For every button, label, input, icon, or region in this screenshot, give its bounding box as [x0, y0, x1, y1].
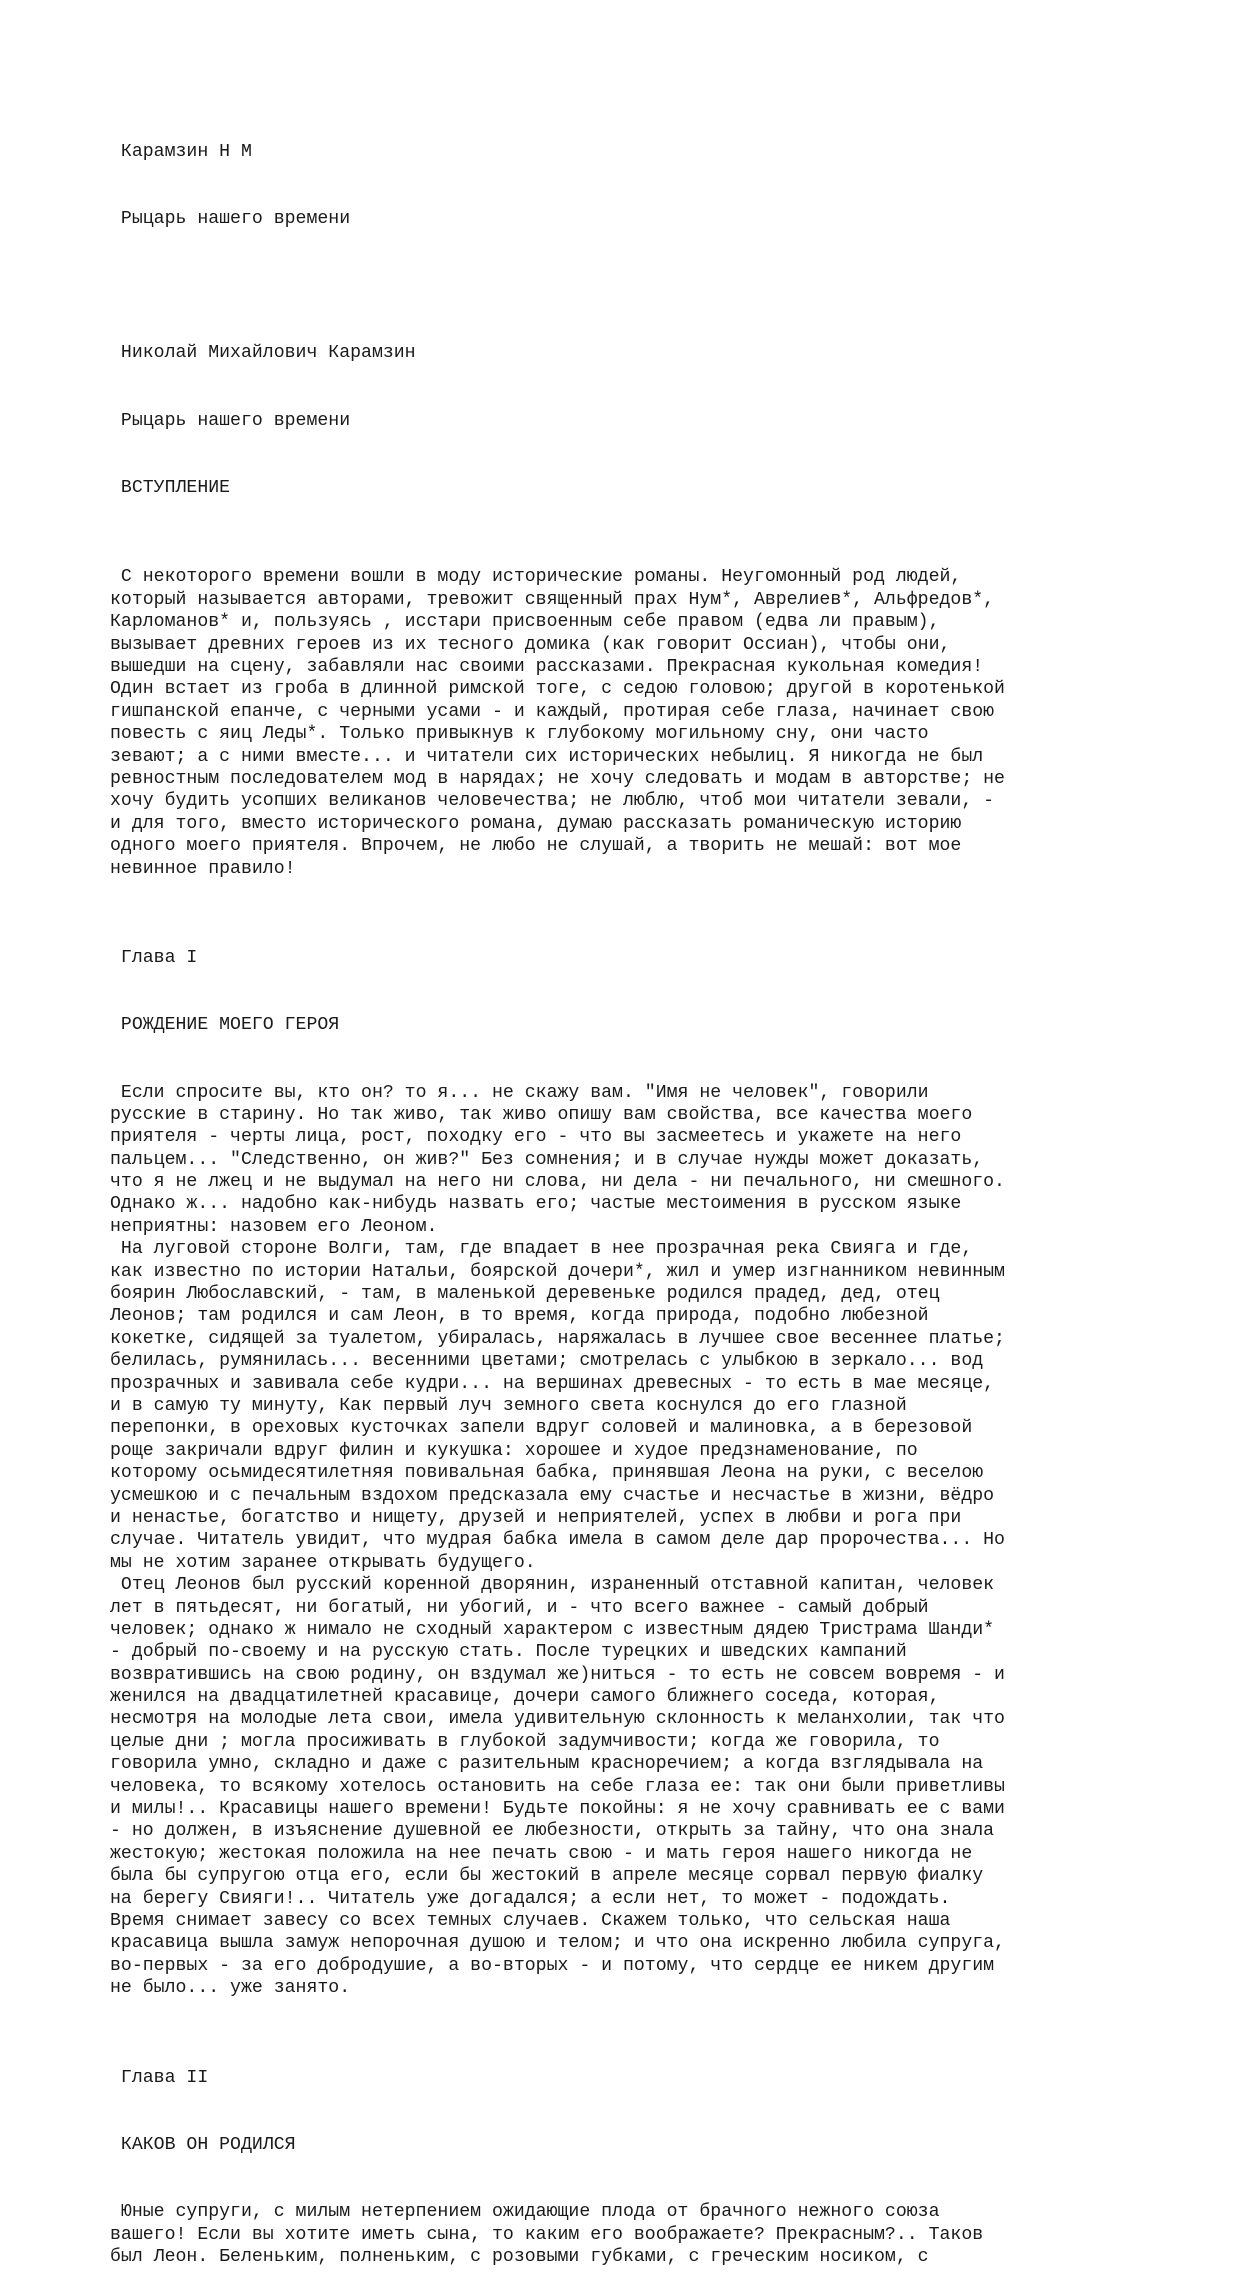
text-line: боярин Любославский, - там, в маленькой деревеньке родился прадед, дед, отец	[110, 1284, 940, 1305]
text-line: - добрый по-своему и на русскую стать. После турецких и шведских кампаний	[110, 1642, 907, 1663]
section-heading: ВСТУПЛЕНИЕ	[110, 477, 231, 498]
text-line: русские в старину. Но так живо, так живо опишу вам свойства, все качества моего	[110, 1104, 973, 1125]
text-line: был Леон. Беленьким, полненьким, с розовыми губками, с греческим носиком, с	[110, 2246, 929, 2267]
text-line: хочу будить усопших великанов человечества; не люблю, чтоб мои читатели зевали, -	[110, 791, 995, 812]
text-line: как известно по истории Натальи, боярской дочери*, жил и умер изгнанником невинным	[110, 1261, 1005, 1282]
text-line: вызывает древних героев из их тесного домика (как говорит Оссиан), чтобы они,	[110, 634, 951, 655]
text-line: Время снимает завесу со всех темных случаев. Скажем только, что сельская наша	[110, 1910, 951, 1931]
text-line: повесть с яиц Леды*. Только привыкнув к глубокому могильному сну, они часто	[110, 724, 929, 745]
header-author: Карамзин Н М	[110, 141, 252, 162]
text-line: который называется авторами, тревожит священный прах Нум*, Аврелиев*, Альфредов*,	[110, 589, 995, 610]
text-line: С некоторого времени вошли в моду исторические романы. Неугомонный род людей,	[110, 567, 962, 588]
text-line: ревностным последователем мод в нарядах; не хочу следовать и модам в авторстве; не	[110, 768, 1005, 789]
text-line: Юные супруги, с милым нетерпением ожидающие плода от брачного нежного союза	[110, 2202, 940, 2223]
text-line: усмешкою и с печальным вздохом предсказала ему счастье и несчастье в жизни, вёдро	[110, 1485, 995, 1506]
text-line: неприятны: назовем его Леоном.	[110, 1216, 438, 1237]
text-line: вашего! Если вы хотите иметь сына, то каким его воображаете? Прекрасным?.. Таков	[110, 2224, 984, 2245]
text-line: что я не лжец и не выдумал на него ни слова, ни дела - ни печального, ни смешного.	[110, 1172, 1005, 1193]
text-line: во-первых - за его добродушие, а во-вторых - и потому, что сердце ее никем другим	[110, 1955, 995, 1976]
text-line: и милы!.. Красавицы нашего времени! Будьте покойны: я не хочу сравнивать ее с вами	[110, 1799, 1005, 1820]
text-line: Отец Леонов был русский коренной дворянин, израненный отставной капитан, человек	[110, 1575, 995, 1596]
intro-text	[110, 566, 1190, 879]
text-line: Один встает из гроба в длинной римской тоге, с седою головою; другой в коротенькой	[110, 679, 1005, 700]
text-line: жестокую; жестокая положила на нее печать свою - и мать героя нашего никогда не	[110, 1843, 973, 1864]
text-line: говорила умно, складно и даже с разительным красноречием; а когда взглядывала на	[110, 1754, 984, 1775]
blank-line	[110, 275, 1190, 297]
text-line: и ненастье, богатство и нищету, друзей и неприятелей, успех в любви и рога при	[110, 1507, 962, 1528]
text-line: целые дни ; могла просиживать в глубокой задумчивости; когда же говорила, то	[110, 1731, 940, 1752]
text-line: случае. Читатель увидит, что мудрая бабка имела в самом деле дар пророчества... Но	[110, 1530, 1005, 1551]
text-line: несмотря на молодые лета свои, имела удивительную склонность к меланхолии, так что	[110, 1709, 1005, 1730]
chapter-2-heading: Глава II	[110, 2067, 209, 2088]
front-title: Рыцарь нашего времени	[110, 410, 351, 431]
text-line: Однако ж... надобно как-нибудь назвать его; частые местоимения в русском языке	[110, 1194, 962, 1215]
text-line: красавица вышла замуж непорочная душою и телом; и что она искренно любила супруга,	[110, 1933, 1005, 1954]
text-line: белилась, румянилась... весенними цветами; смотрелась с улыбкою в зеркало... вод	[110, 1351, 984, 1372]
text-line: не было... уже занято.	[110, 1978, 351, 1999]
text-line: зевают; а с ними вместе... и читатели сих исторических небылиц. Я никогда не был	[110, 746, 984, 767]
document-page	[110, 96, 1190, 2291]
text-line: кокетке, сидящей за туалетом, убиралась, наряжалась в лучшее свое весеннее платье;	[110, 1328, 1005, 1349]
text-line: приятеля - черты лица, рост, походку его - что вы засмеетесь и укажете на него	[110, 1127, 962, 1148]
text-line: и в самую ту минуту, Как первый луч земного света коснулся до его глазной	[110, 1396, 907, 1416]
text-line: невинное правило!	[110, 858, 296, 879]
text-line: одного моего приятеля. Впрочем, не любо не слушай, а творить не мешай: вот мое	[110, 836, 962, 857]
text-line: Карломанов* и, пользуясь , исстари присвоенным себе правом (едва ли правым),	[110, 612, 940, 633]
chapter-1-subtitle: РОЖДЕНИЕ МОЕГО ГЕРОЯ	[110, 1015, 340, 1036]
text-line: - но должен, в изъяснение душевной ее любезности, открыть за тайну, что она знала	[110, 1821, 995, 1842]
text-line: Если спросите вы, кто он? то я... не скажу вам. "Имя не человек", говорили	[110, 1082, 929, 1103]
text-line: пальцем... "Следственно, он жив?" Без сомнения; и в случае нужды может доказать,	[110, 1149, 984, 1170]
text-line: возвратившись на свою родину, он вздумал же)ниться - то есть не совсем вовремя - и	[110, 1664, 1005, 1685]
text-line: на берегу Свияги!.. Читатель уже догадался; а если нет, то может - подождать.	[110, 1888, 951, 1909]
front-author: Николай Михайлович Карамзин	[110, 343, 416, 364]
chapter-2-subtitle: КАКОВ ОН РОДИЛСЯ	[110, 2134, 296, 2155]
text-line: роще закричали вдруг филин и кукушка: хорошее и худое предзнаменование, по	[110, 1440, 918, 1461]
chapter-2-text	[110, 2201, 1190, 2268]
text-line: была бы супругою отца его, если бы жестокий в апреле месяце сорвал первую фиалку	[110, 1866, 984, 1887]
text-line: лет в пятьдесят, ни богатый, ни убогий, и - что всего важнее - самый добрый	[110, 1597, 929, 1618]
header-title: Рыцарь нашего времени	[110, 209, 351, 230]
text-line: женился на двадцатилетней красавице, дочери самого ближнего соседа, которая,	[110, 1687, 940, 1708]
text-line: человека, то всякому хотелось остановить на себе глаза ее: так они были приветливы	[110, 1776, 1005, 1797]
text-line: перепонки, в ореховых кусточках запели вдруг соловей и малиновка, а в березовой	[110, 1418, 973, 1439]
text-line: и для того, вместо исторического романа, думаю рассказать романическую историю	[110, 813, 962, 834]
chapter-1-text	[110, 1082, 1190, 2000]
text-line: человек; однако ж нимало не сходный характером с известным дядею Тристрама Шанди*	[110, 1619, 995, 1640]
text-line: Леонов; там родился и сам Леон, в то время, когда природа, подобно любезной	[110, 1306, 929, 1327]
text-line: прозрачных и завивала себе кудри... на вершинах древесных - то есть в мае месяце,	[110, 1373, 995, 1394]
text-line: которому осьмидесятилетняя повивальная бабка, принявшая Леона на руки, с веселою	[110, 1463, 984, 1484]
chapter-1-heading: Глава I	[110, 948, 198, 969]
text-line: гишпанской епанче, с черными усами - и каждый, протирая себе глаза, начинает свою	[110, 701, 995, 722]
text-line: На луговой стороне Волги, там, где впадает в нее прозрачная река Свияга и где,	[110, 1239, 973, 1260]
text-line: вышедши на сцену, забавляли нас своими рассказами. Прекрасная кукольная комедия!	[110, 657, 984, 677]
text-line: мы не хотим заранее открывать будущего.	[110, 1552, 536, 1573]
